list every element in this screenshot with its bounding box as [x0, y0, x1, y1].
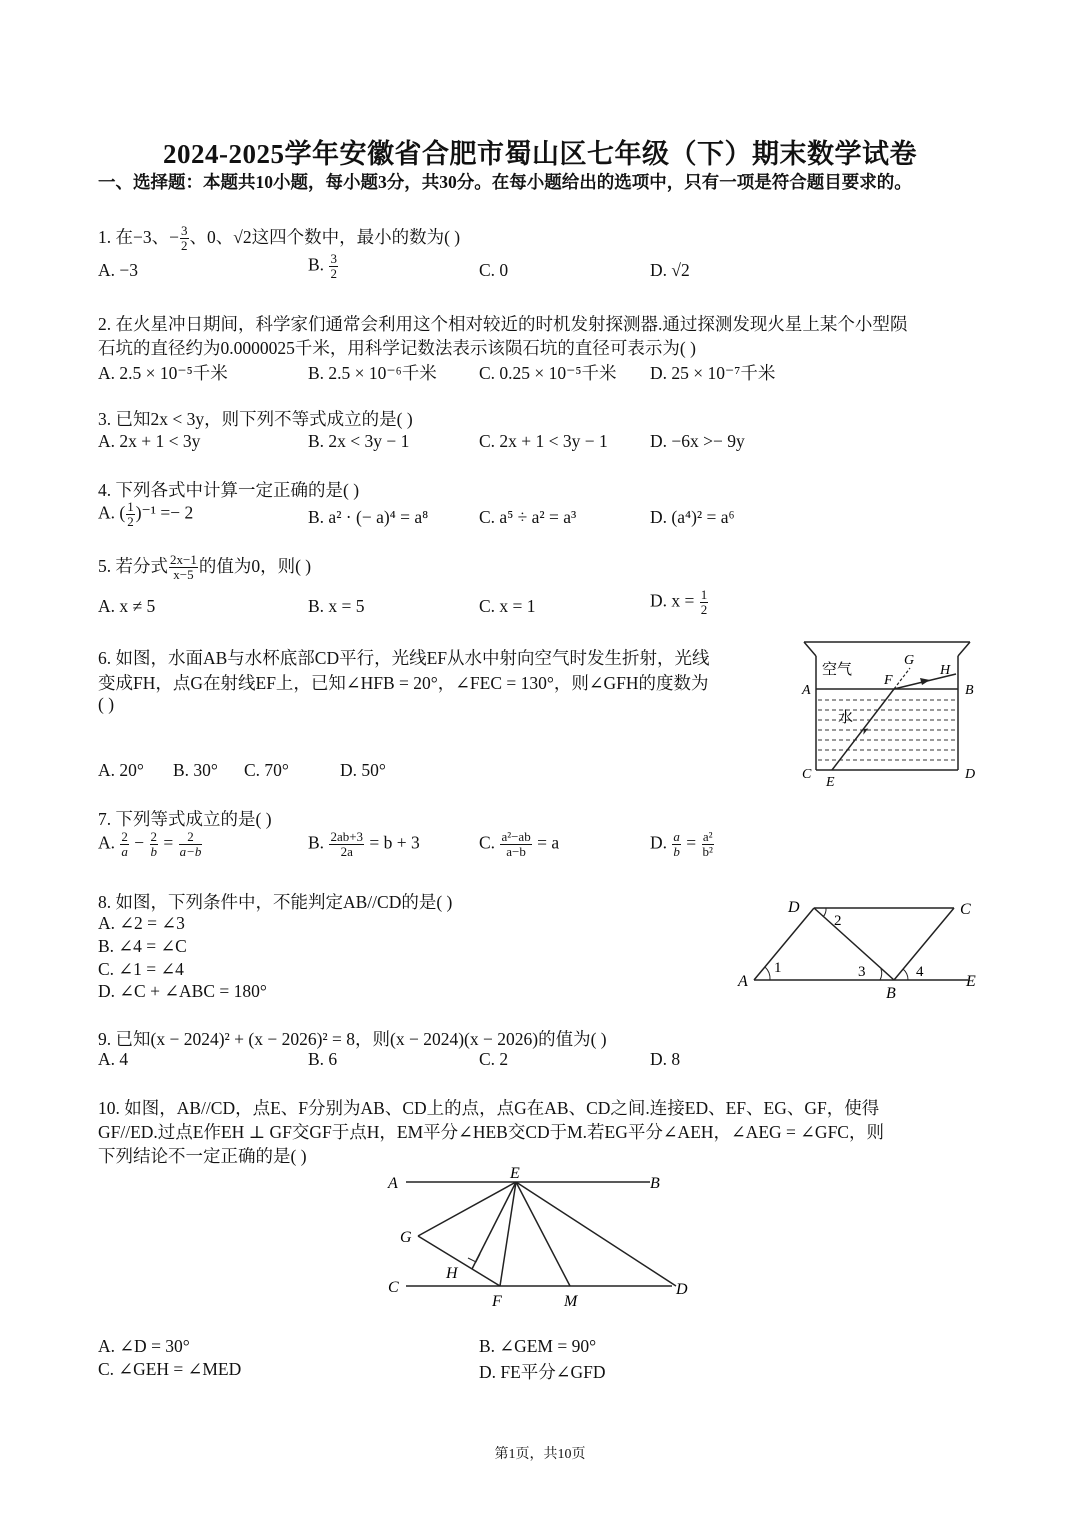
svg-text:1: 1 [774, 960, 782, 976]
q10-geometry-figure [380, 1158, 700, 1318]
q6-option-c: C. 70° [244, 760, 289, 780]
q9-stem: 9. 已知(x − 2024)² + (x − 2026)² = 8，则(x − 2024)(x − 2026)的值为( ) [98, 1029, 607, 1049]
q3-option-b: B. 2x < 3y − 1 [308, 431, 410, 451]
svg-text:4: 4 [916, 964, 924, 980]
svg-text:H: H [446, 1265, 458, 1282]
q1-fraction: $\frac{3}{2}$ [181, 223, 188, 254]
q8-option-a: A. ∠2 = ∠3 [98, 913, 185, 933]
q4-stem: 4. 下列各式中计算一定正确的是( ) [98, 480, 360, 500]
q8-option-c: C. ∠1 = ∠4 [98, 959, 184, 979]
q6-fig-water-label: 水 [838, 710, 854, 726]
svg-text:B: B [650, 1175, 660, 1192]
q10-option-b: B. ∠GEM = 90° [479, 1336, 597, 1356]
q5-option-a: A. x ≠ 5 [98, 596, 156, 616]
q6-stem-line1: 6. 如图，水面AB与水杯底部CD平行，光线EF从水中射向空气时发生折射，光线 [98, 648, 710, 668]
q4-option-d: D. (a⁴)² = a⁶ [650, 507, 735, 527]
q10-stem-line3: 下列结论不一定正确的是( ) [98, 1146, 307, 1166]
q4-option-a: A. ( $\frac{1}{2}$ )⁻¹ =− 2 [98, 499, 194, 529]
q5-option-b: B. x = 5 [308, 596, 365, 616]
q10-option-d: D. FE平分∠GFD [479, 1362, 606, 1382]
q7-option-c: C. $\frac{\text{a²−ab}}{a-b}$ = a [479, 829, 560, 859]
q9-option-d: D. 8 [650, 1049, 681, 1069]
q7-option-d: D. $\frac{a}{b}$ = $\frac{\text{a²}}{\text{b²}}$ [650, 829, 713, 859]
q7-option-b: B. $\frac{2ab+3}{2a}$ = b + 3 [308, 829, 420, 859]
svg-text:F: F [884, 673, 893, 688]
q8-option-d: D. ∠C + ∠ABC = 180° [98, 981, 267, 1001]
page-title: 2024-2025学年安徽省合肥市蜀山区七年级（下）期末数学试卷 [163, 139, 917, 169]
svg-text:A: A [802, 683, 811, 698]
q9-option-a: A. 4 [98, 1049, 129, 1069]
svg-text:M: M [564, 1293, 578, 1310]
q4-option-b: B. a² · (− a)⁴ = a⁸ [308, 507, 429, 527]
page-footer: 第1页，共10页 [494, 1447, 586, 1462]
q6-option-a: A. 20° [98, 760, 144, 780]
q5-option-c: C. x = 1 [479, 596, 536, 616]
svg-text:E: E [510, 1165, 520, 1182]
q1-option-b: B. $\frac{3}{2}$ [308, 251, 337, 281]
svg-text:A: A [738, 973, 748, 990]
q3-option-a: A. 2x + 1 < 3y [98, 431, 201, 451]
q3-option-d: D. −6x >− 9y [650, 431, 745, 451]
svg-text:C: C [388, 1279, 399, 1296]
svg-text:A: A [388, 1175, 398, 1192]
q2-stem-line2: 石坑的直径约为0.0000025千米，用科学记数法表示该陨石坑的直径可表示为( ) [98, 338, 696, 358]
q10-stem-line2: GF//ED.过点E作EH ⊥ GF交GF于点H，EM平分∠HEB交CD于M.若EG平分∠AEH，∠AEG = ∠GFC，则 [98, 1122, 884, 1142]
q8-parallel-lines-figure [730, 892, 990, 1004]
q1-option-a: A. −3 [98, 260, 139, 280]
svg-text:C: C [960, 901, 971, 918]
svg-text:E: E [966, 973, 976, 990]
svg-text:H: H [940, 663, 951, 678]
svg-text:B: B [965, 683, 974, 698]
svg-text:E: E [826, 775, 835, 790]
q2-option-d: D. 25 × 10⁻⁷千米 [650, 363, 776, 383]
q7-stem: 7. 下列等式成立的是( ) [98, 809, 272, 829]
svg-text:2: 2 [834, 913, 842, 929]
q10-stem-line1: 10. 如图，AB//CD，点E、F分别为AB、CD上的点，点G在AB、CD之间.连接ED、EF、EG、GF，使得 [98, 1098, 880, 1118]
svg-text:C: C [802, 767, 812, 782]
q6-fig-air-label: 空气 [822, 662, 853, 678]
q2-option-a: A. 2.5 × 10⁻⁵千米 [98, 363, 228, 383]
q2-option-b: B. 2.5 × 10⁻⁶千米 [308, 363, 437, 383]
q1-option-d: D. √2 [650, 260, 690, 280]
q6-option-d: D. 50° [340, 760, 386, 780]
svg-text:B: B [886, 985, 896, 1002]
q9-option-c: C. 2 [479, 1049, 509, 1069]
q10-option-c: C. ∠GEH = ∠MED [98, 1359, 242, 1379]
q9-option-b: B. 6 [308, 1049, 338, 1069]
svg-text:F: F [492, 1293, 502, 1310]
q8-stem: 8. 如图，下列条件中，不能判定AB//CD的是( ) [98, 892, 453, 912]
q5-stem: 5. 若分式 $\frac{2x-1}{x-5}$ 的值为0，则( ) [98, 552, 312, 583]
q2-option-c: C. 0.25 × 10⁻⁵千米 [479, 363, 617, 383]
q6-stem-line3: ( ) [98, 694, 115, 714]
q3-option-c: C. 2x + 1 < 3y − 1 [479, 431, 608, 451]
q6-water-cup-figure [798, 638, 984, 790]
section-heading: 一、选择题：本题共10小题，每小题3分，共30分。在每小题给出的选项中，只有一项是符合题目要求的。 [98, 172, 912, 192]
q4-option-c: C. a⁵ ÷ a² = a³ [479, 507, 577, 527]
q2-stem-line1: 2. 在火星冲日期间，科学家们通常会利用这个相对较近的时机发射探测器.通过探测发现火星上某个小型陨 [98, 314, 908, 334]
q1-option-c: C. 0 [479, 260, 509, 280]
svg-text:D: D [965, 767, 976, 782]
svg-text:D: D [788, 899, 800, 916]
q7-option-a: A. $\frac{2}{a}$ − $\frac{2}{b}$ = $\frac{2}{a-b}$ [98, 829, 202, 859]
q8-option-b: B. ∠4 = ∠C [98, 936, 187, 956]
q6-option-b: B. 30° [173, 760, 218, 780]
svg-text:3: 3 [858, 964, 866, 980]
svg-text:G: G [400, 1229, 412, 1246]
q5-option-d: D. x = $\frac{1}{2}$ [650, 587, 708, 617]
q10-option-a: A. ∠D = 30° [98, 1336, 190, 1356]
svg-text:G: G [904, 653, 915, 668]
q1-stem: 1. 在−3、− $\frac{3}{2}$ 、0、√2这四个数中，最小的数为( ) [98, 223, 461, 254]
q3-stem: 3. 已知2x < 3y，则下列不等式成立的是( ) [98, 409, 413, 429]
q6-stem-line2: 变成FH，点G在射线EF上，已知∠HFB = 20°，∠FEC = 130°，则∠GFH的度数为 [98, 673, 709, 693]
svg-text:D: D [676, 1281, 688, 1298]
